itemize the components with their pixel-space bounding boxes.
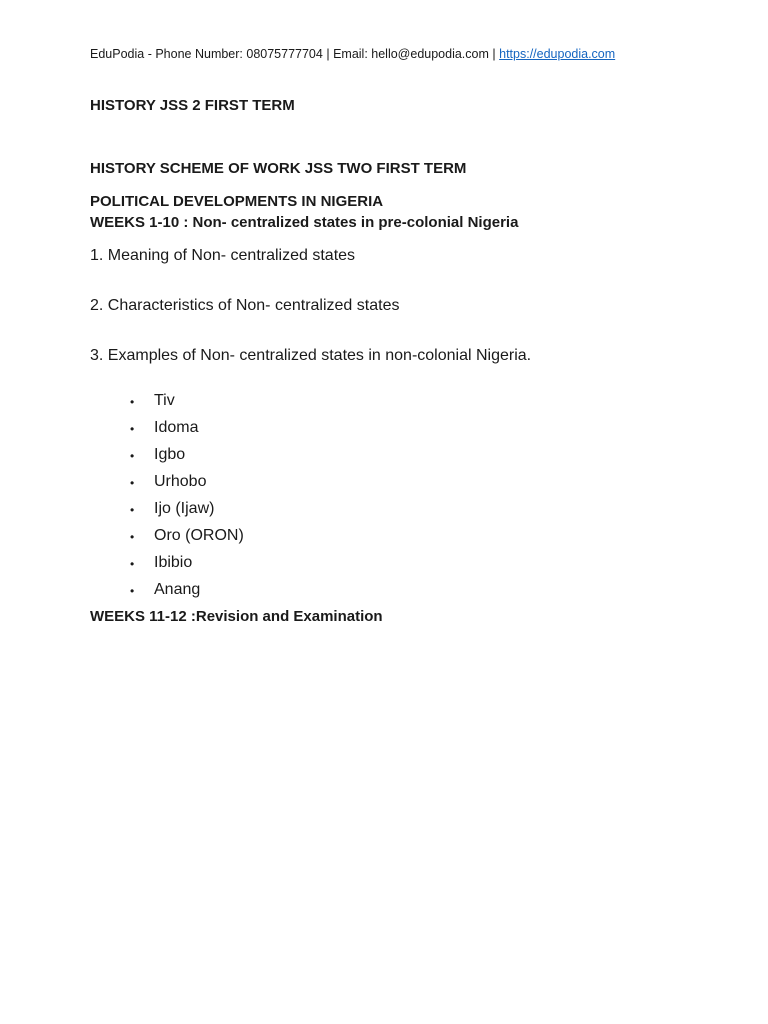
bullet-icon: • <box>130 449 135 463</box>
list-item-label: Ibibio <box>154 554 193 571</box>
list-item-label: Anang <box>154 581 201 598</box>
scheme-title: HISTORY SCHEME OF WORK JSS TWO FIRST TERM <box>90 160 467 177</box>
bullet-icon: • <box>130 584 135 598</box>
document-title: HISTORY JSS 2 FIRST TERM <box>90 97 295 114</box>
bullet-icon: • <box>130 503 135 517</box>
list-item <box>130 472 244 499</box>
weeks-heading: WEEKS 1-10 : Non- centralized states in pre-colonial Nigeria <box>90 214 519 231</box>
list-item <box>130 391 244 418</box>
separator-1: | <box>326 47 330 61</box>
dash: - <box>147 47 156 61</box>
contact-header <box>90 46 615 62</box>
email-text: Email: hello@edupodia.com <box>333 47 489 61</box>
list-item-label: Ijo (Ijaw) <box>154 500 215 517</box>
list-item <box>130 499 244 526</box>
list-item <box>130 580 244 607</box>
bullet-icon: • <box>130 530 135 544</box>
list-item <box>130 418 244 445</box>
point-1: 1. Meaning of Non- centralized states <box>90 247 356 264</box>
list-item-label: Oro (ORON) <box>154 527 244 544</box>
point-3: 3. Examples of Non- centralized states in non-colonial Nigeria. <box>90 347 532 364</box>
separator-2: | <box>492 47 496 61</box>
bullet-icon: • <box>130 557 135 571</box>
list-item-label: Igbo <box>154 446 186 463</box>
list-item-label: Tiv <box>154 392 175 409</box>
point-2: 2. Characteristics of Non- centralized states <box>90 297 400 314</box>
brand-name: EduPodia <box>90 47 145 61</box>
list-item <box>130 445 244 472</box>
list-item-label: Urhobo <box>154 473 207 490</box>
phone-text: Phone Number: 08075777704 <box>155 47 323 61</box>
list-item-label: Idoma <box>154 419 199 436</box>
website-link[interactable]: https://edupodia.com <box>499 47 616 61</box>
examples-list <box>130 391 244 607</box>
revision-heading: WEEKS 11-12 :Revision and Examination <box>90 608 383 625</box>
bullet-icon: • <box>130 476 135 490</box>
section-heading: POLITICAL DEVELOPMENTS IN NIGERIA <box>90 193 384 210</box>
bullet-icon: • <box>130 395 135 409</box>
bullet-icon: • <box>130 422 135 436</box>
list-item <box>130 526 244 553</box>
list-item <box>130 553 244 580</box>
